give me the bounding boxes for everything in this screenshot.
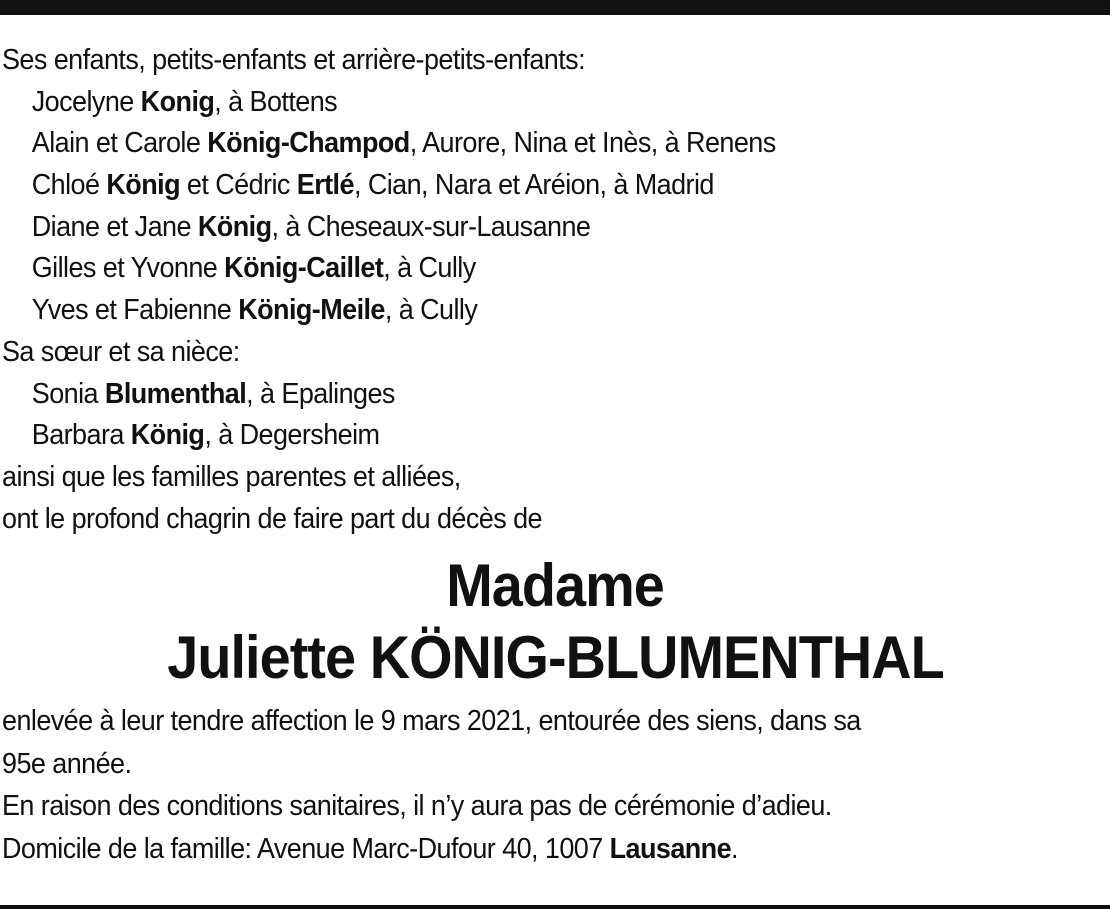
- relative-surname: Blumenthal: [104, 377, 247, 410]
- child-surname: Konig: [140, 85, 215, 118]
- deceased-title: Madame: [446, 552, 664, 620]
- child-given-names: Yves et Fabienne: [31, 294, 239, 327]
- death-date-line: enlevée à leur tendre affection le 9 mars 2021, entourée des siens, dans sa: [2, 705, 861, 738]
- ceremony-line: En raison des conditions sanitaires, il n’y aura pas de cérémonie d’adieu.: [2, 790, 832, 823]
- relative-surname: König: [130, 419, 205, 452]
- partner-surname: Ertlé: [296, 169, 354, 202]
- child-residence: , Cian, Nara et Aréion, à Madrid: [353, 169, 714, 202]
- sister-line: [2, 374, 1031, 416]
- domicile-city: Lausanne: [609, 832, 732, 865]
- child-surname: König: [197, 210, 272, 243]
- child-line: [2, 82, 1031, 124]
- child-given-names: Chloé: [31, 169, 107, 202]
- child-given-names: Diane et Jane: [31, 210, 198, 243]
- details-block: [2, 700, 1108, 870]
- child-surname: König-Meile: [238, 294, 385, 327]
- child-residence: , à Cully: [384, 294, 478, 327]
- relative-residence: , à Degersheim: [204, 419, 380, 452]
- niece-line: [2, 415, 1031, 457]
- child-line: [2, 207, 1031, 249]
- relative-given-name: Sonia: [31, 377, 105, 410]
- child-given-names: Gilles et Yvonne: [31, 252, 225, 285]
- families-line: ainsi que les familles parentes et alliées,: [2, 460, 461, 493]
- child-given-names: Jocelyne: [31, 85, 141, 118]
- child-surname: König-Caillet: [224, 252, 384, 285]
- announcement-line: ont le profond chagrin de faire part du décès de: [2, 502, 542, 535]
- sister-intro: Sa sœur et sa nièce:: [2, 335, 240, 368]
- child-residence: , à Cully: [383, 252, 476, 285]
- deceased-name-block: [2, 550, 1108, 694]
- bottom-rule: [0, 905, 1110, 909]
- child-line: [2, 165, 1031, 207]
- top-rule: [0, 0, 1110, 15]
- relative-given-name: Barbara: [31, 419, 131, 452]
- child-surname: König-Champod: [207, 127, 410, 160]
- partner-given-name: et Cédric: [179, 169, 297, 202]
- child-given-names: Alain et Carole: [31, 127, 208, 160]
- relative-residence: , à Epalinges: [246, 377, 395, 410]
- child-line: [2, 248, 1031, 290]
- child-residence: , Aurore, Nina et Inès, à Renens: [409, 127, 776, 160]
- child-residence: , à Bottens: [214, 85, 338, 118]
- child-line: [2, 290, 1031, 332]
- child-residence: , à Cheseaux-sur-Lausanne: [271, 210, 591, 243]
- domicile-line: [2, 828, 1031, 871]
- child-line: [2, 123, 1031, 165]
- domicile-address: Domicile de la famille: Avenue Marc-Dufour 40, 1007: [2, 832, 610, 865]
- domicile-period: .: [731, 832, 738, 865]
- child-surname: König: [106, 169, 180, 202]
- family-intro: Ses enfants, petits-enfants et arrière-petits-enfants:: [2, 44, 586, 76]
- age-line: 95e année.: [2, 747, 132, 780]
- deceased-name: Juliette KÖNIG-BLUMENTHAL: [166, 624, 944, 692]
- obituary-notice: [2, 40, 1108, 870]
